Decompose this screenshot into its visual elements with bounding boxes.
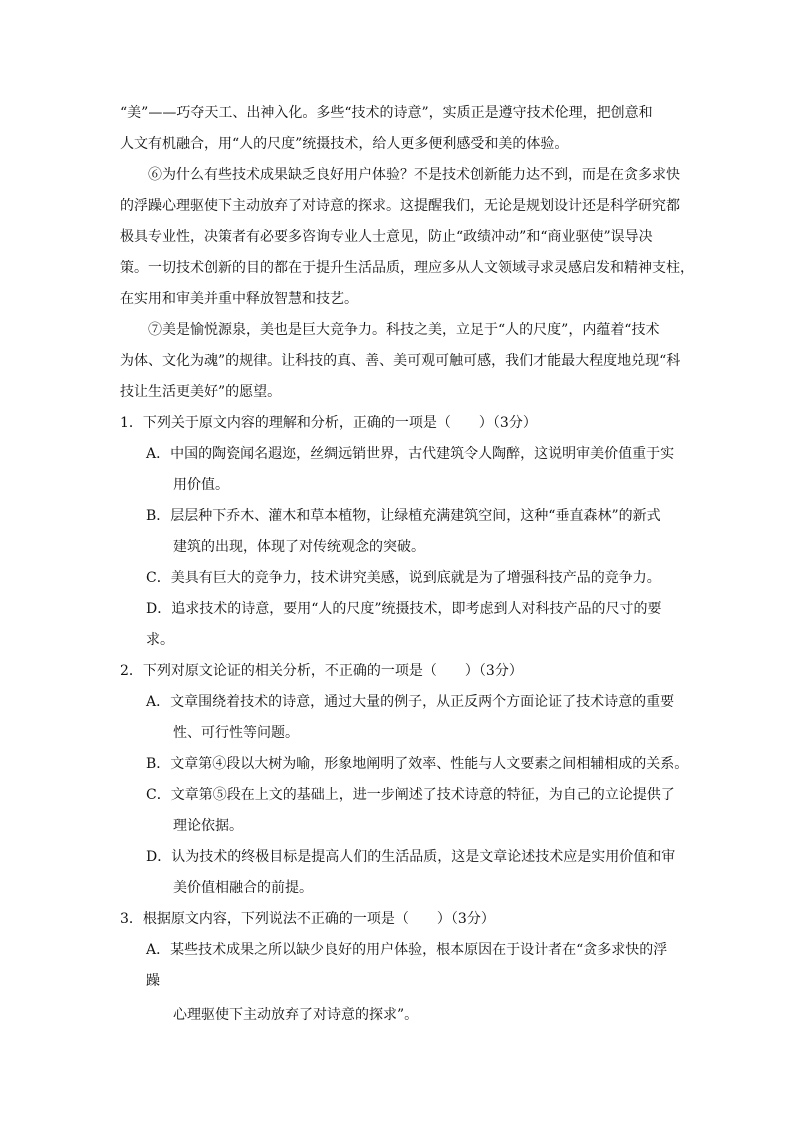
- question-3-option-a: A．某些技术成果之所以缺少良好的用户体验，根本原因在于设计者在“贪多求快的浮: [146, 942, 668, 958]
- question-2-option-d-cont: 美价值相融合的前提。: [173, 880, 313, 896]
- passage-p7-line-2: 为体、文化为魂”的规律。让科技的真、善、美可观可触可感，我们才能最大程度地兑现“科: [120, 353, 681, 369]
- passage-p6-line-2: 的浮躁心理驱使下主动放弃了对诗意的探求。这提醒我们，无论是规划设计还是科学研究都: [120, 198, 680, 214]
- question-1-option-a: A．中国的陶瓷闻名遐迩，丝绸远销世界，古代建筑令人陶醉，这说明审美价值重于实: [146, 446, 675, 462]
- question-2-option-a: A．文章围绕着技术的诗意，通过大量的例子，从正反两个方面论证了技术诗意的重要: [146, 694, 675, 710]
- question-2-option-d: D．认为技术的终极目标是提高人们的生活品质，这是文章论述技术应是实用价值和审: [146, 849, 676, 865]
- passage-p6-line-3: 极具专业性，决策者有必要多咨询专业人士意见，防止“政绩冲动”和“商业驱使”误导决: [120, 229, 653, 245]
- passage-p5-line-2: 人文有机融合，用“人的尺度”统摄技术，给人更多便利感受和美的体验。: [120, 136, 569, 152]
- question-1-option-b: B．层层种下乔木、灌木和草本植物，让绿植充满建筑空间，这种“垂直森林”的新式: [146, 508, 661, 524]
- passage-p6-line-4: 策。一切技术创新的目的都在于提升生活品质，理应多从人文领域寻求灵感启发和精神支柱，: [120, 260, 694, 276]
- passage-p5-line-1: “美”——巧夺天工、出神入化。多些“技术的诗意”，实质正是遵守技术伦理，把创意和: [120, 105, 653, 121]
- question-2-option-b: B．文章第④段以大树为喻，形象地阐明了效率、性能与人文要素之间相辅相成的关系。: [146, 756, 689, 772]
- question-3-option-a-wrap: 躁: [146, 973, 160, 989]
- question-2-option-c: C．文章第⑤段在上文的基础上，进一步阐述了技术诗意的特征，为自己的立论提供了: [146, 787, 675, 803]
- question-1-option-c: C．美具有巨大的竞争力，技术讲究美感，说到底就是为了增强科技产品的竞争力。: [146, 570, 661, 586]
- question-2-option-c-cont: 理论依据。: [173, 818, 243, 834]
- passage-p6-line-1: ⑥为什么有些技术成果缺乏良好用户体验？不是技术创新能力达不到，而是在贪多求快: [148, 167, 680, 183]
- question-1-option-d: D．追求技术的诗意，要用“人的尺度”统摄技术，即考虑到人对科技产品的尺寸的要: [146, 601, 662, 617]
- question-1-stem: 1．下列关于原文内容的理解和分析，正确的一项是（ ）（3分）: [120, 415, 537, 431]
- question-1-option-d-cont: 求。: [146, 632, 174, 648]
- question-2-stem: 2．下列对原文论证的相关分析，不正确的一项是（ ）（3分）: [120, 663, 523, 679]
- question-3-option-a-cont: 心理驱使下主动放弃了对诗意的探求”。: [173, 1007, 419, 1023]
- passage-p7-line-3: 技让生活更美好”的愿望。: [120, 384, 282, 400]
- question-1-option-a-cont: 用价值。: [173, 477, 229, 493]
- question-3-stem: 3．根据原文内容，下列说法不正确的一项是（ ）（3分）: [120, 911, 495, 927]
- passage-p7-line-1: ⑦美是愉悦源泉，美也是巨大竞争力。科技之美，立足于“人的尺度”，内蕴着“技术: [148, 322, 660, 338]
- question-1-option-b-cont: 建筑的出现，体现了对传统观念的突破。: [173, 539, 425, 555]
- passage-p6-line-5: 在实用和审美并重中释放智慧和技艺。: [120, 291, 358, 307]
- question-2-option-a-cont: 性、可行性等问题。: [173, 725, 299, 741]
